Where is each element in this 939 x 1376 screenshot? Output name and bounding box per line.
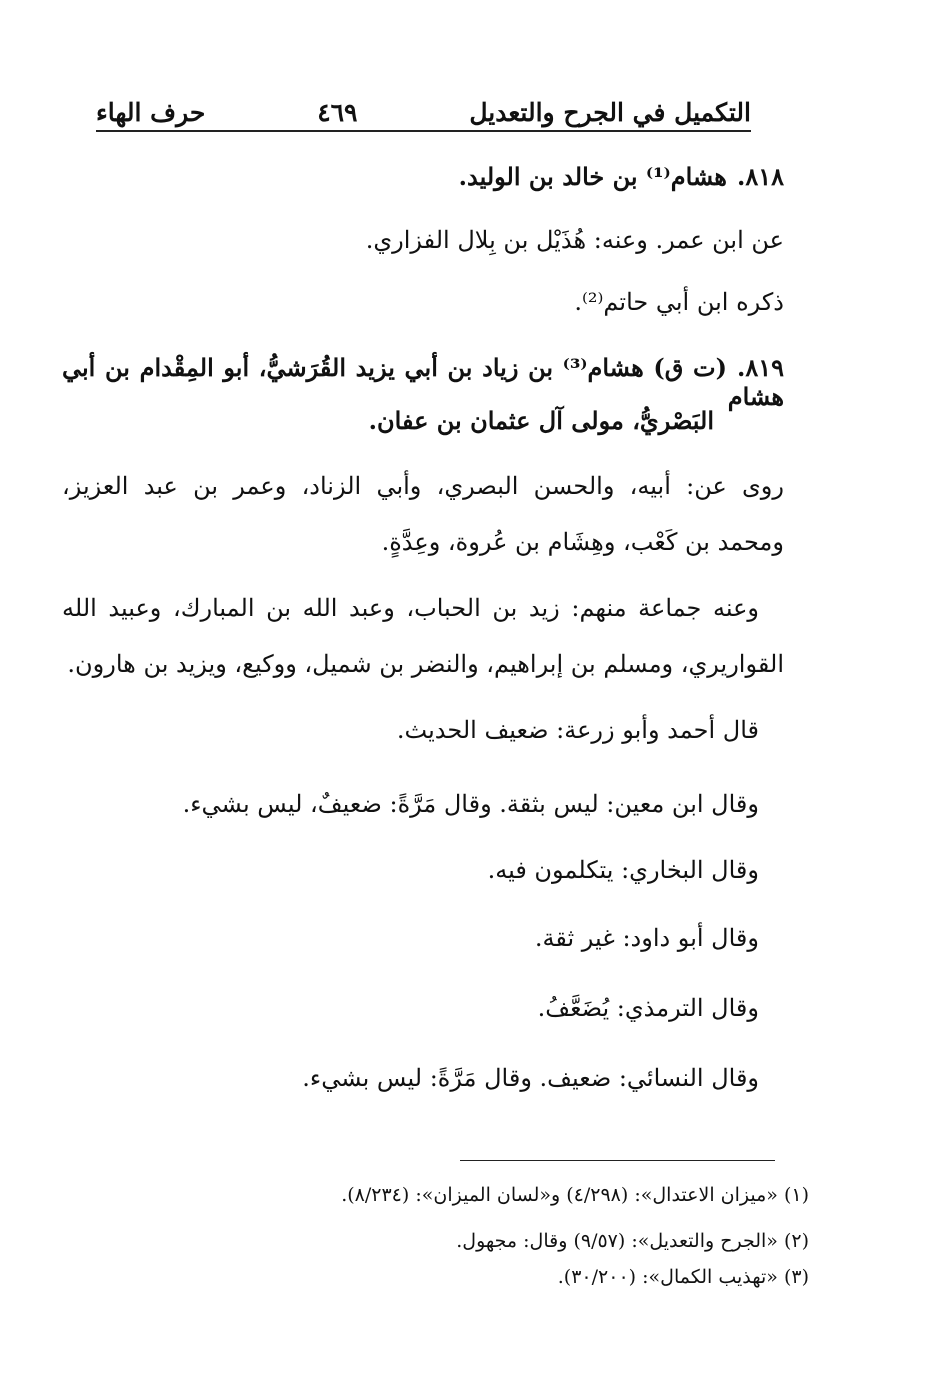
- critic-saying: وقال ابن معين: ليس بثقة. وقال مَرَّةً: ضعيفٌ، ليس بشيء.: [182, 790, 759, 818]
- entry-text-line: ذكره ابن أبي حاتم⁽²⁾.: [574, 288, 784, 316]
- running-header: [96, 92, 751, 132]
- entry-heading: [62, 353, 784, 411]
- critic-saying: وقال أبو داود: غير ثقة.: [534, 924, 759, 952]
- footnote: (٣) «تهذيب الكمال»: (٣٠/٢٠٠).: [557, 1266, 809, 1288]
- narrated-from-line: روى عن: أبيه، والحسن البصري، وأبي الزناد، وعمر بن عبد العزيز،: [62, 472, 784, 500]
- critic-saying: وقال الترمذي: يُضَعَّفُ.: [537, 994, 759, 1022]
- critic-saying: وقال البخاري: يتكلمون فيه.: [487, 856, 759, 884]
- critic-saying: وقال النسائي: ضعيف. وقال مَرَّةً: ليس بشيء.: [302, 1064, 759, 1092]
- entry-title-continued: البَصْريُّ، مولى آل عثمان بن عفان.: [368, 406, 714, 435]
- header-divider: [96, 130, 751, 132]
- entry-heading: [459, 162, 784, 191]
- footnote: (٢) «الجرح والتعديل»: (٩/٥٧) وقال: مجهول.: [456, 1230, 809, 1252]
- book-title: التكميل في الجرح والتعديل: [469, 97, 751, 127]
- page-number: ٤٦٩: [317, 97, 358, 127]
- critic-saying: قال أحمد وأبو زرعة: ضعيف الحديث.: [396, 716, 759, 744]
- narrators-line: وعنه جماعة منهم: زيد بن الحباب، وعبد الله بن المبارك، وعبيد الله: [62, 594, 759, 622]
- footnote: (١) «ميزان الاعتدال»: (٤/٢٩٨) و«لسان الميزان»: (٨/٢٣٤).: [341, 1184, 809, 1206]
- entry-title: هشام⁽¹⁾ بن خالد بن الوليد.: [458, 162, 727, 191]
- entry-number: ٨١٨.: [736, 162, 784, 191]
- entry-title: (ت ق) هشام⁽³⁾ بن زياد بن أبي يزيد القُرَشيُّ، أبو المِقْدام بن أبي هشام: [62, 353, 784, 411]
- footnote-divider: [460, 1160, 775, 1161]
- entry-number: ٨١٩.: [736, 353, 784, 382]
- entry-text-line: عن ابن عمر. وعنه: هُذَيْل بن بِلال الفزاري.: [365, 226, 784, 254]
- section-title: حرف الهاء: [96, 97, 206, 127]
- narrators-line: القواريري، ومسلم بن إبراهيم، والنضر بن شميل، ووكيع، ويزيد بن هارون.: [67, 650, 784, 678]
- narrated-from-line: ومحمد بن كَعْب، وهِشَام بن عُروة، وعِدَّةٍ.: [381, 528, 784, 556]
